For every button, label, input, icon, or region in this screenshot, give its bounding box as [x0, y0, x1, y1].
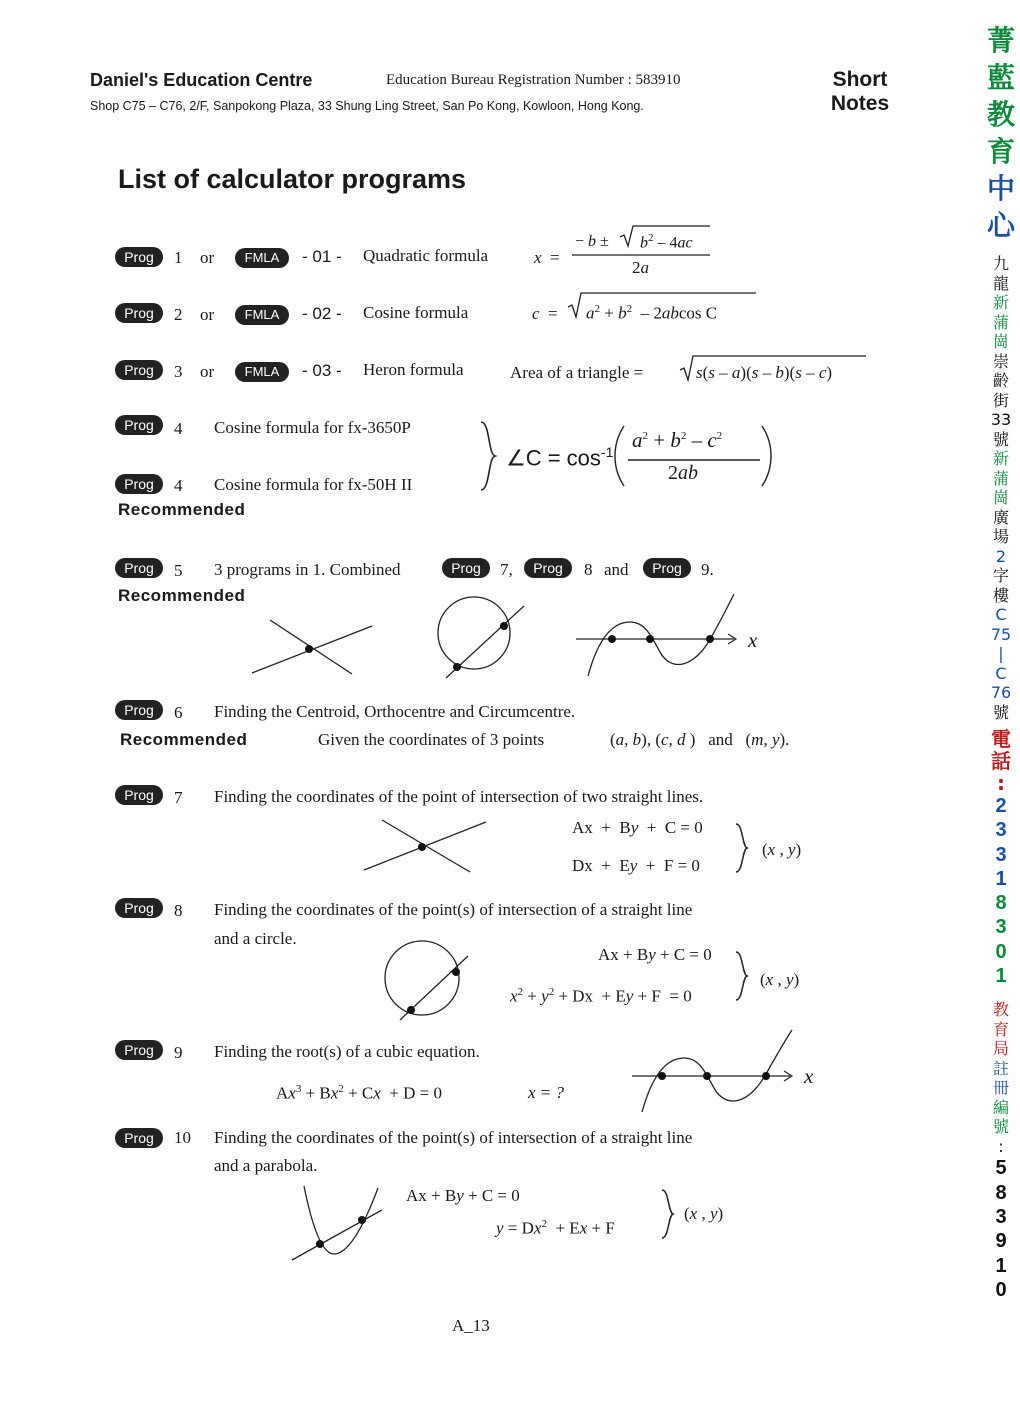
line-equation-1: Ax + By + C = 0 [572, 818, 703, 837]
program-name: Cosine formula [363, 303, 469, 322]
line-equation: Ax + By + C = 0 [598, 945, 712, 964]
inverse-cosine-numerator: $a^2 + b^2 - c^2$ [632, 428, 723, 452]
side-reg-digit: 9 [995, 1230, 1007, 1253]
side-reg-label: 育 [992, 1019, 1009, 1039]
prog-badge: Prog [115, 785, 163, 805]
side-tel-digit: 1 [995, 867, 1007, 890]
side-tel-digit: 0 [995, 940, 1007, 963]
line-parabola-diagram [290, 1186, 384, 1262]
cubic-question: x = ? [528, 1083, 565, 1102]
prog-ref: 9. [701, 560, 714, 579]
side-address-char: 新 [992, 293, 1009, 312]
program-name: Finding the coordinates of the point(s) of intersection of a straight line [214, 900, 693, 919]
program-name: Finding the coordinates of the point of intersection of two straight lines. [214, 787, 704, 806]
page-number: A_13 [452, 1316, 490, 1335]
cubic-diagram [632, 1030, 804, 1114]
prog-badge: Prog [115, 700, 163, 720]
fmla-badge: FMLA [235, 362, 289, 382]
or-word: or [200, 305, 215, 324]
or-word: or [200, 362, 215, 381]
cosine-formula: c = [532, 304, 558, 323]
prog-badge: Prog [115, 415, 163, 435]
brace-right [734, 822, 750, 874]
side-tel-label: 電 [991, 727, 1011, 751]
program-name-cont: and a circle. [214, 929, 297, 948]
prog-number: 5 [174, 561, 183, 580]
solution-xy: (x , y) [684, 1204, 724, 1223]
centre-address: Shop C75 – C76, 2/F, Sanpokong Plaza, 33 Shung Ling Street, San Po Kong, Kowloon, Hong Kong. [90, 99, 644, 113]
side-address-char: 街 [992, 390, 1009, 410]
heron-lead: Area of a triangle = [510, 363, 644, 382]
fmla-code: - 03 - [302, 361, 342, 380]
and-word: and [604, 560, 629, 579]
side-address-char: | [998, 644, 1004, 663]
side-tel-digit: 3 [995, 819, 1007, 842]
side-address-char: 76 [990, 683, 1012, 702]
side-tel-digit: 8 [995, 892, 1007, 915]
fmla-code: - 01 - [302, 247, 342, 266]
program-name-cont: and a parabola. [214, 1156, 318, 1175]
side-address-char: 新 [992, 449, 1009, 468]
side-reg-digit: 3 [995, 1205, 1007, 1228]
fmla-badge: FMLA [235, 248, 289, 268]
side-banner [986, 22, 1016, 1302]
side-address-char: 蒲 [992, 468, 1009, 488]
side-reg-digit: 1 [995, 1254, 1007, 1277]
side-address-char: 號 [992, 702, 1009, 722]
solution-xy: (x , y) [762, 840, 802, 859]
side-reg-digit: 8 [995, 1181, 1007, 1204]
prog-ref: 8 [584, 560, 593, 579]
prog-number: 2 [174, 305, 183, 324]
prog-badge: Prog [115, 1128, 163, 1148]
prog-number: 9 [174, 1043, 183, 1062]
prog-badge: Prog [115, 558, 163, 578]
short-word: Short [832, 68, 888, 91]
program-name: Finding the root(s) of a cubic equation. [214, 1042, 480, 1061]
prog-badge: Prog [524, 558, 572, 578]
line-equation-2: Dx + Ey + F = 0 [572, 856, 700, 875]
recommended-label: Recommended [120, 730, 248, 749]
parabola-equation: $y = Dx^2 + Ex + F$ [496, 1218, 615, 1238]
side-reg-label: 號 [992, 1117, 1009, 1137]
side-address-char: 字 [992, 566, 1009, 585]
side-char: 心 [986, 209, 1015, 242]
side-tel-digit: 1 [995, 965, 1007, 988]
solution-xy: (x , y) [760, 970, 800, 989]
side-address-char: 號 [992, 429, 1009, 449]
inverse-cosine-label: ∠C = $\cos^{-1}$ [506, 444, 614, 471]
or-word: or [200, 248, 215, 267]
fmla-badge: FMLA [235, 305, 289, 325]
prog-badge: Prog [115, 303, 163, 323]
inverse-cosine-denominator: 2ab [668, 462, 698, 484]
line-equation: Ax + By + C = 0 [406, 1186, 520, 1205]
prog-number: 7 [174, 788, 183, 807]
side-char: 中 [986, 172, 1015, 205]
program-name: 3 programs in 1. Combined [214, 560, 401, 579]
prog-badge: Prog [115, 1040, 163, 1060]
side-address-char: C [995, 663, 1007, 683]
given-points: (a, b), (c, d ) and (m, y). [610, 730, 790, 749]
quadratic-formula: x = [534, 248, 560, 267]
side-char: 教 [986, 98, 1015, 131]
centre-name: Daniel's Education Centre [90, 70, 313, 90]
prog-number: 8 [174, 901, 183, 920]
side-tel-digit: 3 [995, 916, 1007, 939]
program-name: Finding the Centroid, Orthocentre and Circumcentre. [214, 702, 576, 721]
circle-equation: $x^2 + y^2 + Dx + Ey + F = 0$ [510, 986, 692, 1006]
side-address-char: 龍 [992, 273, 1009, 293]
side-reg-digit: 5 [995, 1157, 1007, 1180]
side-tel-digit: 3 [995, 843, 1007, 866]
quadratic-discriminant: $b^2 - 4ac$ [640, 232, 693, 252]
row5-diagrams [0, 0, 1, 1]
side-address-char: 蒲 [992, 312, 1009, 332]
side-reg-label: : [998, 1136, 1004, 1156]
side-tel-digit: 2 [995, 795, 1007, 817]
side-tel-label: : [997, 771, 1005, 795]
side-char: 育 [986, 135, 1015, 168]
side-address-char: 33 [990, 410, 1012, 429]
side-reg-label: 教 [992, 1000, 1009, 1020]
prog-number: 4 [174, 419, 183, 438]
cosine-radicand: $a^2 + b^2 - 2abcos$ C [586, 303, 718, 323]
side-address-char: 崗 [992, 488, 1009, 507]
brace-right [734, 950, 750, 1002]
side-tel-label: 話 [991, 749, 1011, 773]
side-address-char: 75 [990, 624, 1012, 644]
registration-number: Education Bureau Registration Number : 583910 [386, 72, 681, 88]
short-notes-label [805, 68, 915, 116]
two-lines-diagram [364, 818, 488, 874]
fmla-code: - 02 - [302, 304, 342, 323]
two-lines-diagram [252, 620, 374, 676]
prog-number: 10 [174, 1128, 191, 1147]
prog-badge: Prog [115, 898, 163, 918]
side-reg-label: 局 [992, 1039, 1009, 1059]
side-reg-label: 冊 [992, 1078, 1009, 1098]
side-char: 菁 [986, 24, 1015, 57]
prog-number: 1 [174, 248, 183, 267]
side-address-char: 九 [992, 254, 1009, 273]
prog-number: 3 [174, 362, 183, 381]
quadratic-denominator: 2a [632, 258, 649, 277]
axis-label-x: x [804, 1064, 814, 1088]
line-circle-diagram [430, 596, 526, 680]
brace-right [478, 420, 498, 492]
prog-badge: Prog [115, 474, 163, 494]
cubic-equation: $Ax^3 + Bx^2 + Cx + D = 0$ [276, 1083, 442, 1103]
side-char: 藍 [986, 61, 1015, 94]
prog-badge: Prog [115, 360, 163, 380]
side-address-char: C [995, 605, 1007, 624]
axis-label-x: x [748, 628, 758, 652]
prog-number: 6 [174, 703, 183, 722]
side-reg-digit: 0 [995, 1278, 1007, 1301]
side-address-char: 2 [995, 546, 1007, 566]
quadratic-numerator: − b ± [575, 233, 609, 250]
side-reg-label: 編 [992, 1097, 1009, 1117]
side-reg-label: 註 [992, 1058, 1009, 1078]
notes-word: Notes [830, 92, 890, 115]
brace-right [660, 1188, 676, 1240]
program-name: Quadratic formula [363, 246, 489, 265]
prog-badge: Prog [442, 558, 490, 578]
cubic-diagram [576, 594, 748, 678]
page-title: List of calculator programs [118, 164, 467, 194]
prog-badge: Prog [643, 558, 691, 578]
side-address-char: 樓 [992, 585, 1009, 605]
program-name: Finding the coordinates of the point(s) of intersection of a straight line [214, 1128, 693, 1147]
side-address-char: 廣 [992, 507, 1009, 527]
program-name: Heron formula [363, 360, 464, 379]
line-circle-diagram [382, 938, 470, 1022]
prog-ref: 7, [500, 560, 513, 579]
prog-number: 4 [174, 476, 183, 495]
given-text: Given the coordinates of 3 points [318, 730, 545, 749]
heron-radicand: s(s – a)(s – b)(s – c) [696, 363, 833, 382]
side-address-char: 場 [992, 527, 1009, 546]
prog-badge: Prog [115, 247, 163, 267]
side-address-char: 崇 [992, 351, 1009, 371]
recommended-label: Recommended [118, 500, 246, 519]
program-name: Cosine formula for fx-3650P [214, 418, 411, 437]
program-name: Cosine formula for fx-50H II [214, 475, 413, 494]
side-address-char: 崗 [992, 332, 1009, 351]
side-address-char: 齡 [992, 371, 1009, 390]
recommended-label: Recommended [118, 586, 246, 605]
